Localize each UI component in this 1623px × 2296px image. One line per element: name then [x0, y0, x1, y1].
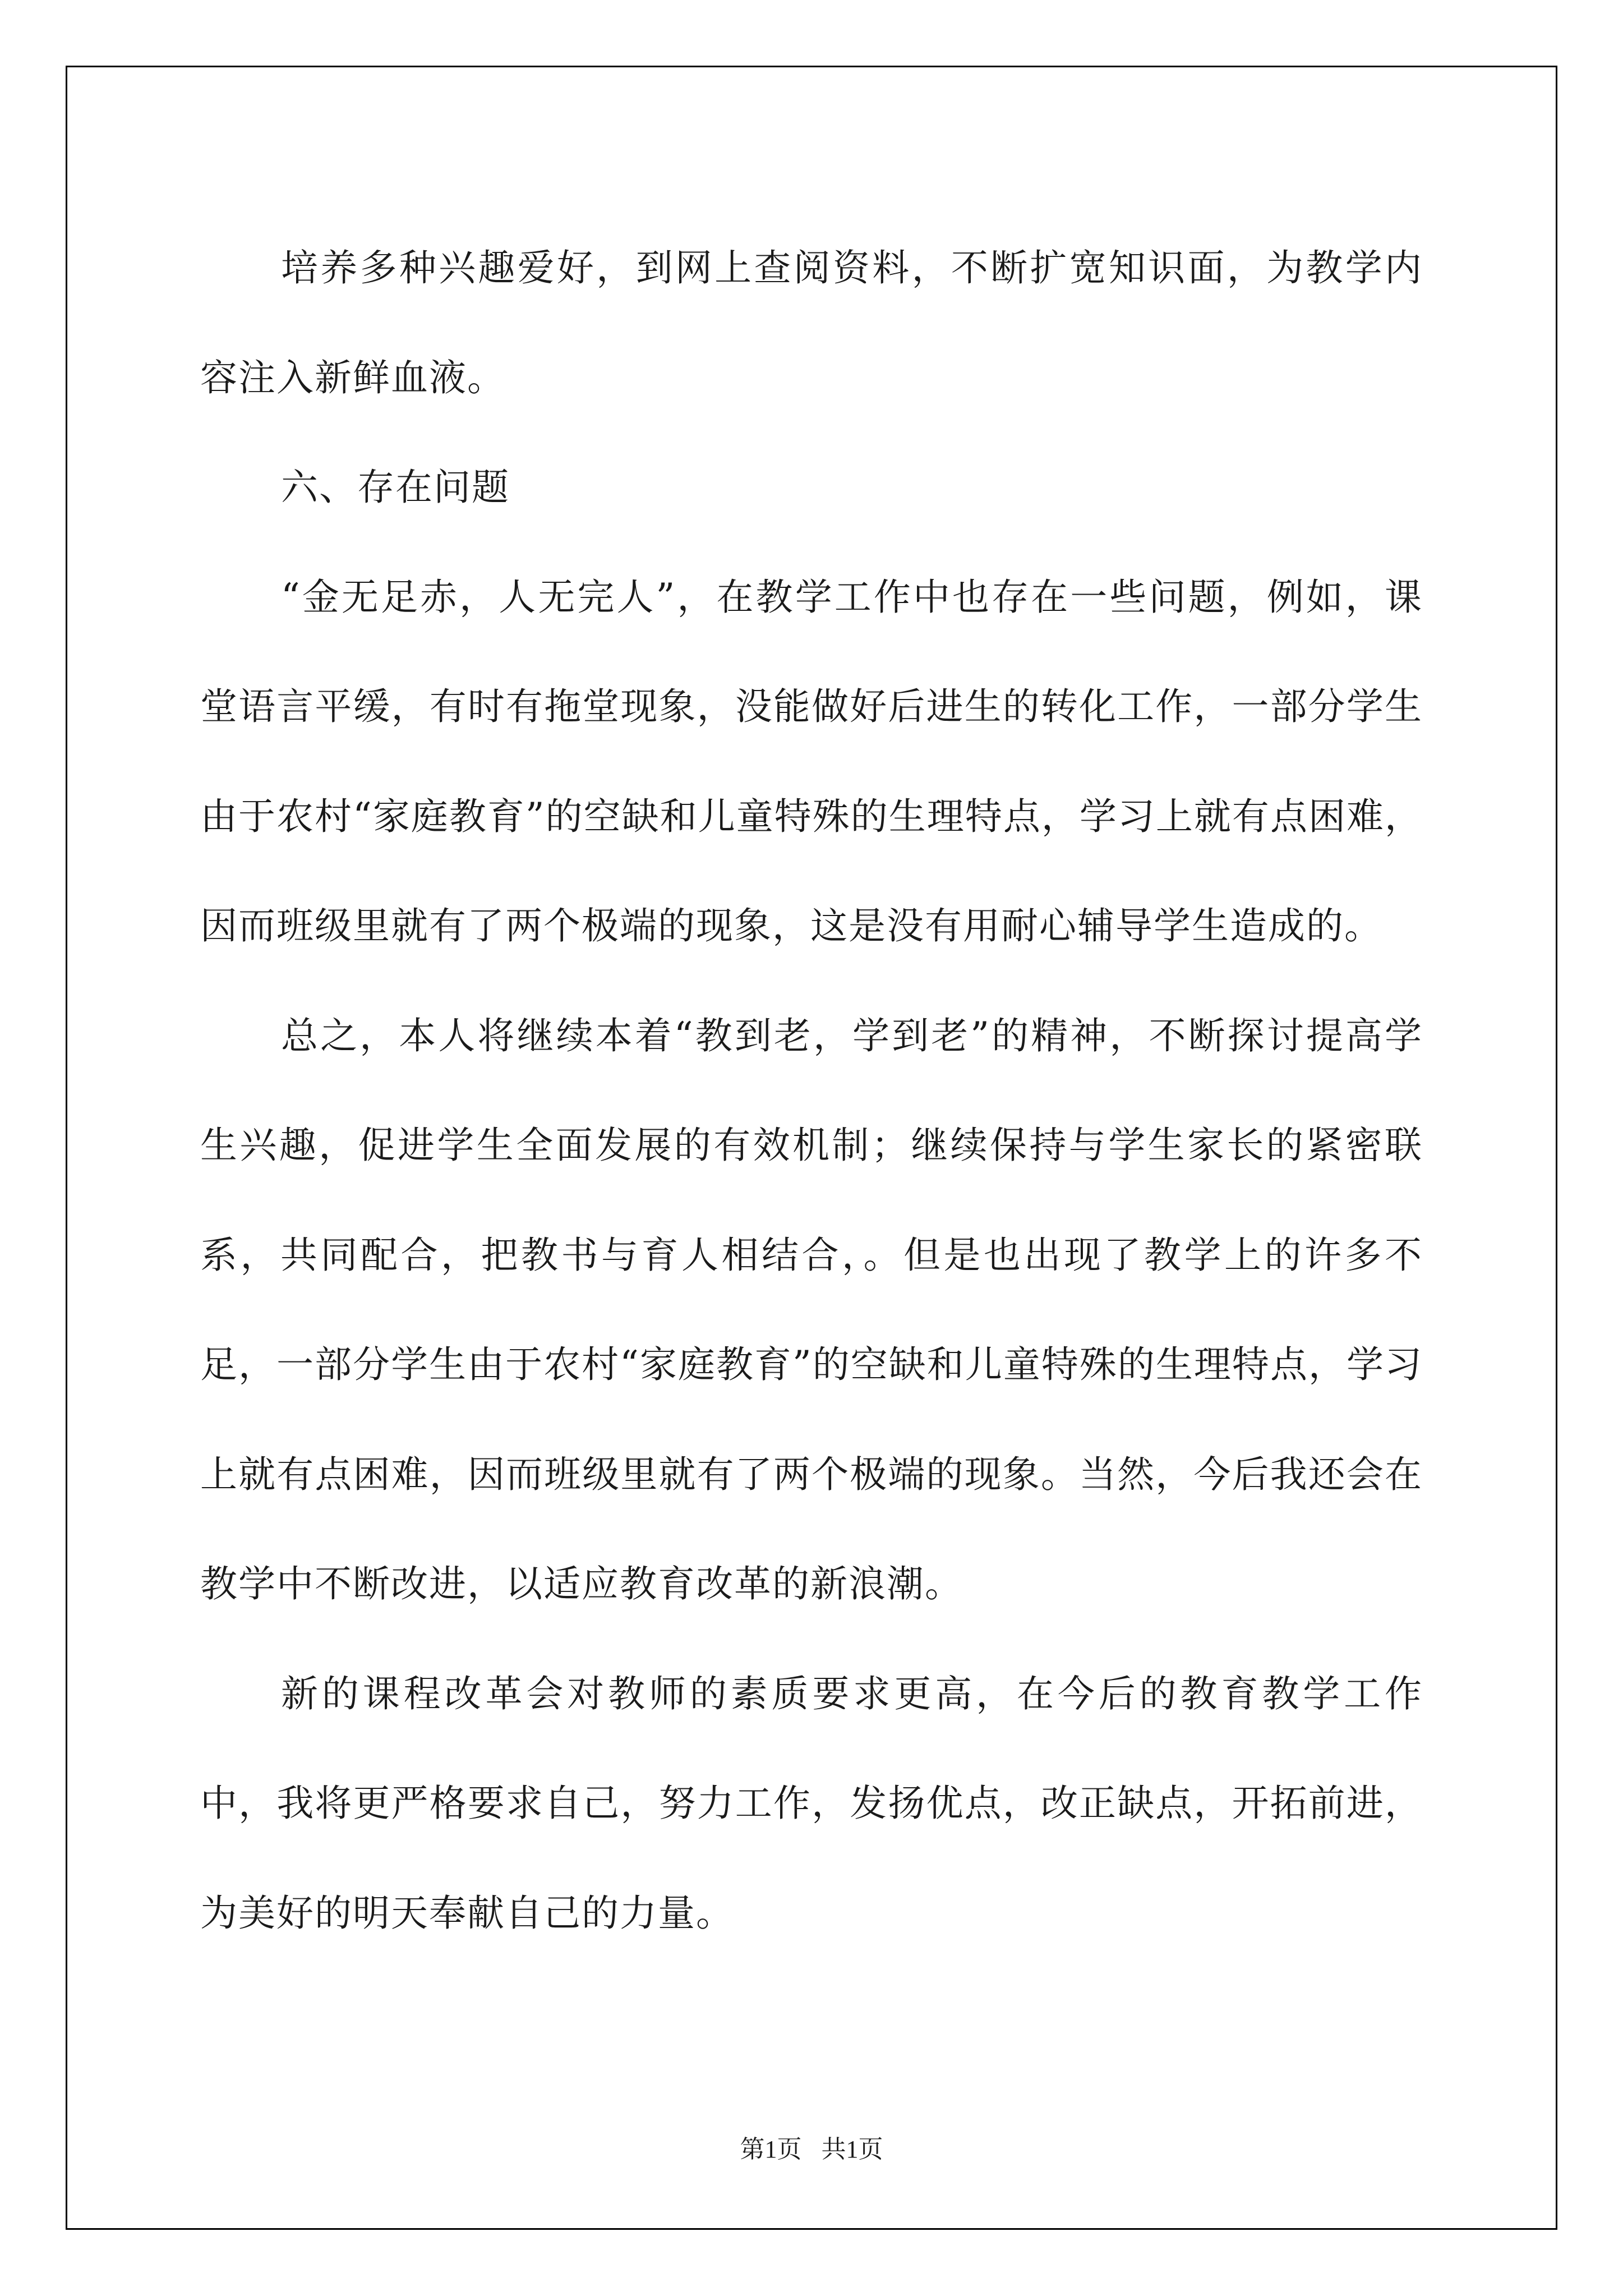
- page-number-current: 第1页: [740, 2136, 802, 2163]
- page-footer: [0, 2129, 1623, 2165]
- paragraph-summary: 总之，本人将继续本着“教到老，学到老”的精神，不断探讨提高学生兴趣，促进学生全面发展的有效机制；继续保持与学生家长的紧密联系，共同配合，把教书与育人相结合，。但是也出现了教学上的许多不足，一部分学生由于农村“家庭教育”的空缺和儿童特殊的生理特点，学习上就有点困难，因而班级里就有了两个极端的现象。当然，今后我还会在教学中不断改进，以适应教育改革的新浪潮。: [200, 1014, 1423, 1605]
- document-body: [200, 213, 1423, 1968]
- page-number-total: 共1页: [821, 2136, 883, 2163]
- paragraph-problems: “金无足赤，人无完人”，在教学工作中也存在一些问题，例如，课堂语言平缓，有时有拖堂现象，没能做好后进生的转化工作，一部分学生由于农村“家庭教育”的空缺和儿童特殊的生理特点，学习上就有点困难，因而班级里就有了两个极端的现象，这是没有用耐心辅导学生造成的。: [200, 575, 1423, 947]
- paragraph-outlook: 新的课程改革会对教师的素质要求更高，在今后的教育教学工作中，我将更严格要求自己，努力工作，发扬优点，改正缺点，开拓前进，为美好的明天奉献自己的力量。: [200, 1672, 1423, 1935]
- paragraph-interests: 培养多种兴趣爱好，到网上查阅资料，不断扩宽知识面，为教学内容注入新鲜血液。: [200, 246, 1423, 399]
- section-heading-problems: 六、存在问题: [281, 466, 510, 509]
